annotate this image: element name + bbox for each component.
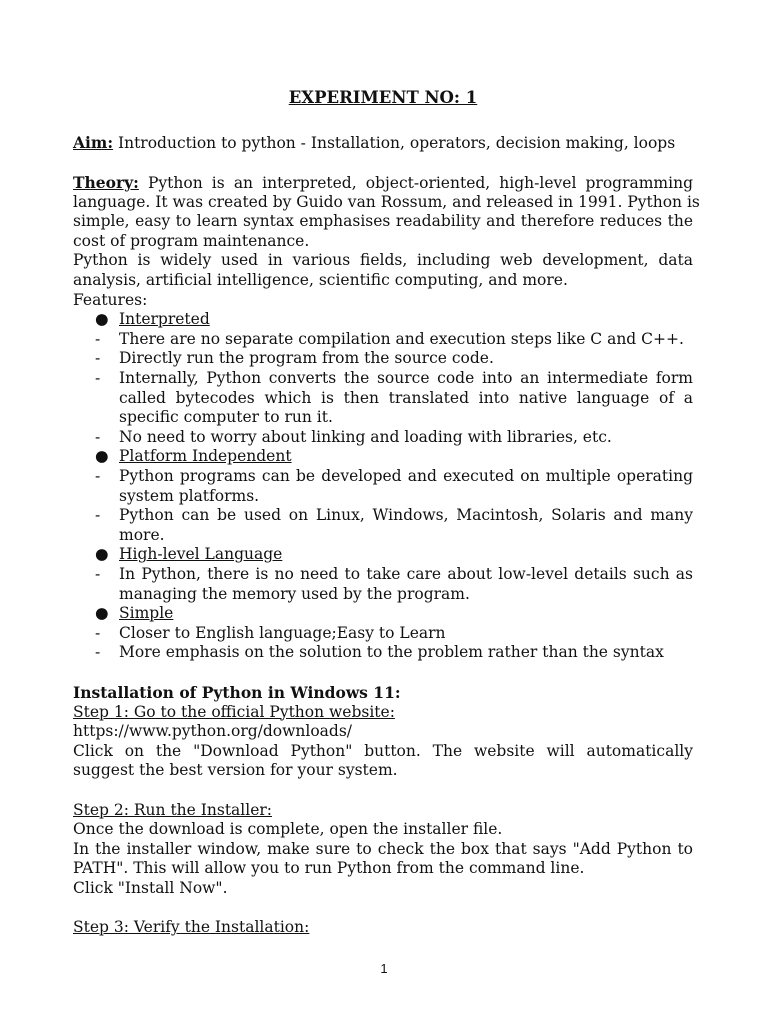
step2-text-3: PATH". This will allow you to run Python from the command line.: [73, 859, 585, 878]
feature-detail-text: specific computer to run it.: [119, 408, 333, 427]
dash-marker: -: [95, 427, 101, 446]
theory-line-4: cost of program maintenance.: [73, 231, 310, 250]
page-number: 1: [380, 961, 388, 976]
step1-text-1: Click on the "Download Python" button. The website will automatically: [73, 741, 693, 760]
features-label: Features:: [73, 290, 148, 309]
dash-marker: -: [95, 643, 101, 662]
aim-label: Aim:: [73, 133, 114, 152]
dash-marker: -: [95, 467, 101, 485]
aim-line: [73, 133, 693, 154]
feature-title: Simple: [119, 604, 174, 623]
feature-detail-text: Python programs can be developed and executed on multiple operating: [119, 467, 693, 485]
feature-detail-text: More emphasis on the solution to the problem rather than the syntax: [119, 643, 664, 662]
feature-detail-text: In Python, there is no need to take care about low-level details such as: [119, 565, 693, 583]
dash-marker: -: [95, 506, 101, 525]
dash-marker: -: [95, 565, 101, 583]
feature-title: High-level Language: [119, 545, 283, 564]
theory-text-1: Python is an interpreted, object-oriented, high-level programming: [138, 174, 693, 192]
theory-line-5: Python is widely used in various fields, including web development, data: [73, 251, 693, 270]
feature-detail-text: Internally, Python converts the source code into an intermediate form: [119, 369, 693, 387]
aim-text: Introduction to python - Installation, operators, decision making, loops: [113, 134, 676, 152]
step3-heading: Step 3: Verify the Installation:: [73, 918, 310, 937]
dash-marker: -: [95, 349, 101, 368]
feature-detail-text: managing the memory used by the program.: [119, 584, 470, 603]
bullet-icon: ●: [95, 604, 109, 623]
feature-detail-text: No need to worry about linking and loading with libraries, etc.: [119, 427, 612, 446]
theory-line-6: analysis, artificial intelligence, scientific computing, and more.: [73, 271, 568, 289]
step2-text-1: Once the download is complete, open the installer file.: [73, 820, 503, 839]
feature-detail-text: called bytecodes which is then translated into native language of a: [119, 388, 693, 407]
bullet-icon: ●: [95, 310, 109, 329]
feature-detail-text: system platforms.: [119, 486, 260, 505]
step1-heading: Step 1: Go to the official Python website:: [73, 702, 395, 721]
step2-heading: Step 2: Run the Installer:: [73, 800, 273, 819]
step1-text-2: suggest the best version for your system.: [73, 761, 398, 780]
theory-line-1: [73, 173, 693, 194]
theory-label: Theory:: [73, 173, 139, 192]
theory-line-3: simple, easy to learn syntax emphasises readability and therefore reduces the: [73, 212, 693, 231]
dash-marker: -: [95, 369, 101, 387]
step2-text-4: Click "Install Now".: [73, 879, 228, 897]
step2-text-2: In the installer window, make sure to check the box that says "Add Python to: [73, 839, 693, 858]
installation-heading: Installation of Python in Windows 11:: [73, 683, 401, 702]
feature-detail-text: Directly run the program from the source code.: [119, 349, 494, 368]
dash-marker: -: [95, 623, 101, 642]
feature-title: Platform Independent: [119, 447, 292, 466]
theory-line-2: language. It was created by Guido van Rossum, and released in 1991. Python is: [73, 192, 700, 211]
feature-detail-text: Closer to English language;Easy to Learn: [119, 623, 446, 642]
feature-detail-text: There are no separate compilation and execution steps like C and C++.: [119, 329, 684, 348]
bullet-icon: ●: [95, 545, 109, 564]
feature-detail-text: Python can be used on Linux, Windows, Macintosh, Solaris and many: [119, 506, 693, 525]
dash-marker: -: [95, 329, 101, 348]
feature-title: Interpreted: [119, 310, 210, 329]
python-downloads-url[interactable]: https://www.python.org/downloads/: [73, 722, 353, 741]
bullet-icon: ●: [95, 447, 109, 466]
page-title: EXPERIMENT NO: 1: [288, 88, 478, 107]
feature-detail-text: more.: [119, 525, 165, 544]
